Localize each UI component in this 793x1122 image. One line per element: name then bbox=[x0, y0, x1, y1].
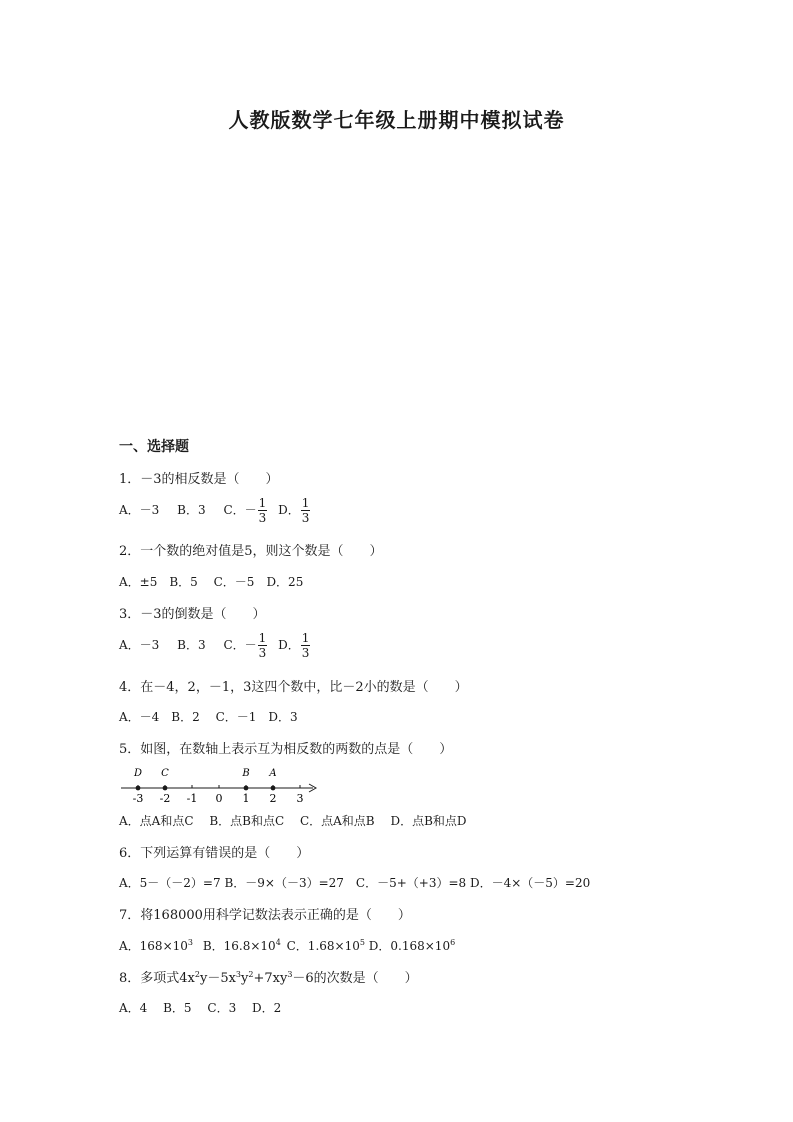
question-8-options: A．4 B．5 C．3 D．2 bbox=[119, 1001, 282, 1015]
option-b: B．$16.8\times 10^4$ bbox=[202, 938, 281, 953]
option-b: B．3 bbox=[177, 638, 206, 652]
point-b bbox=[244, 786, 249, 791]
option-b: B．3 bbox=[177, 503, 206, 517]
number-line-figure bbox=[119, 764, 329, 804]
section-title: 一、选择题 bbox=[119, 439, 189, 455]
tick-label: -2 bbox=[159, 792, 171, 804]
tick-label: -1 bbox=[186, 792, 198, 804]
question-1-options bbox=[119, 497, 311, 524]
fraction: $\frac{1}{3}$ bbox=[258, 631, 267, 660]
question-7-stem: 7．将168000用科学记数法表示正确的是（ ） bbox=[119, 908, 411, 923]
option-a: A．－3 bbox=[119, 638, 160, 652]
question-4-stem: 4．在－4，2，－1，3这四个数中，比－2小的数是（ ） bbox=[119, 680, 468, 695]
tick-label: 0 bbox=[215, 792, 223, 804]
option-c-prefix: C．－ bbox=[223, 503, 257, 517]
tick-label: 2 bbox=[269, 792, 277, 804]
question-1-stem: 1．－3的相反数是（ ） bbox=[119, 472, 279, 487]
question-2-stem: 2．一个数的绝对值是5，则这个数是（ ） bbox=[119, 544, 383, 559]
question-3-options bbox=[119, 632, 311, 659]
question-8-stem: 8．多项式$4x^2y-5x^3y^2+7xy^3-6$的次数是（ ） bbox=[119, 970, 418, 986]
option-d: D．$0.168\times 10^6$ bbox=[368, 938, 456, 953]
page-title: 人教版数学七年级上册期中模拟试卷 bbox=[228, 108, 565, 132]
tick-label: -3 bbox=[132, 792, 144, 804]
option-a: A．$168\times 10^3$ bbox=[119, 938, 193, 953]
question-6-stem: 6．下列运算有错误的是（ ） bbox=[119, 846, 310, 861]
fraction: $\frac{1}{3}$ bbox=[301, 496, 310, 525]
point-label: C bbox=[161, 768, 169, 779]
fraction: $\frac{1}{3}$ bbox=[258, 496, 267, 525]
option-d-prefix: D． bbox=[278, 503, 300, 517]
question-5-stem: 5．如图，在数轴上表示互为相反数的两数的点是（ ） bbox=[119, 742, 453, 757]
option-c-prefix: C．－ bbox=[223, 638, 257, 652]
question-6-options: A．5－（－2）=7 B．－9×（－3）=27 C．－5+（+3）=8 D．－4×（－5）=20 bbox=[119, 876, 591, 890]
point-label: D bbox=[133, 768, 143, 779]
option-d-prefix: D． bbox=[278, 638, 300, 652]
question-3-stem: 3．－3的倒数是（ ） bbox=[119, 607, 266, 622]
tick-label: 3 bbox=[296, 792, 304, 804]
point-a bbox=[271, 786, 276, 791]
question-5-options: A．点A和点C B．点B和点C C．点A和点B D．点B和点D bbox=[119, 814, 467, 828]
point-d bbox=[136, 786, 141, 791]
option-a: A．－3 bbox=[119, 503, 160, 517]
question-2-options: A．±5 B．5 C．－5 D．25 bbox=[119, 575, 304, 589]
tick-label: 1 bbox=[242, 792, 250, 804]
question-7-options bbox=[119, 937, 455, 954]
fraction: $\frac{1}{3}$ bbox=[301, 631, 310, 660]
option-c: C．$1.68\times 10^5$ bbox=[286, 938, 365, 953]
point-c bbox=[163, 786, 168, 791]
point-label: A bbox=[269, 768, 277, 779]
point-label: B bbox=[242, 768, 250, 779]
question-4-options: A．－4 B．2 C．－1 D．3 bbox=[119, 710, 298, 724]
